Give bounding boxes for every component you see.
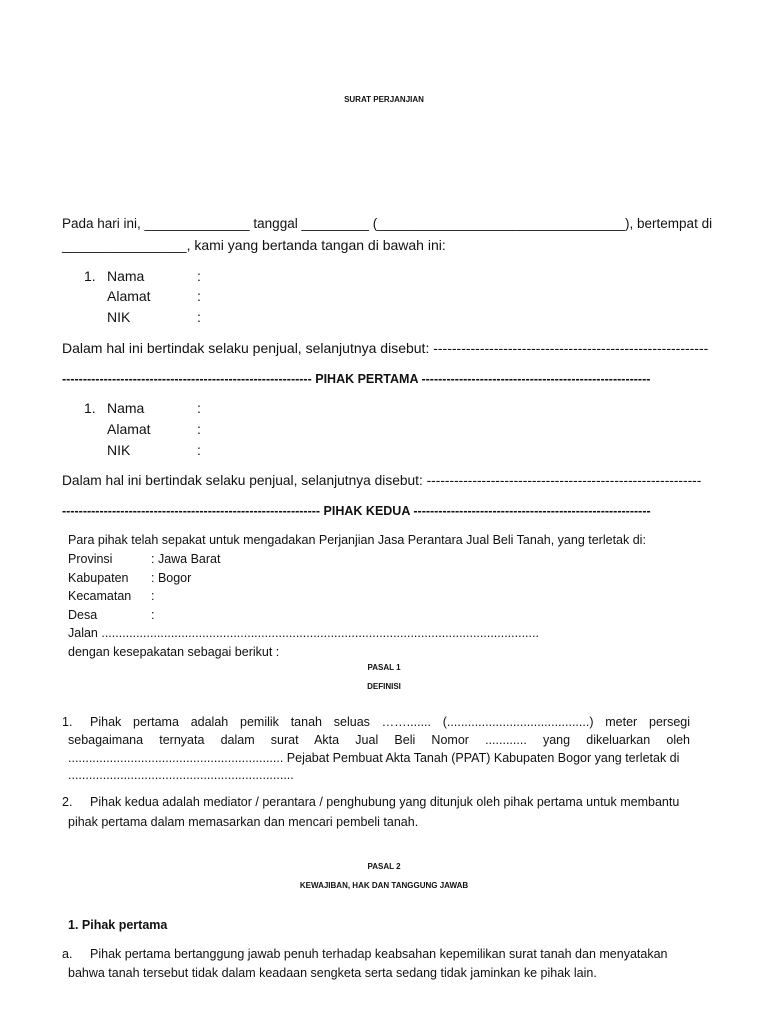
party2-address-colon: : bbox=[197, 421, 201, 437]
party2-name-label: Nama bbox=[107, 400, 145, 416]
district-value: : bbox=[151, 589, 155, 603]
party1-name-colon: : bbox=[197, 268, 201, 284]
pasal2-item-a-letter: a. bbox=[62, 947, 73, 961]
pasal2-item-a-line1: Pihak pertama bertanggung jawab penuh terhadap keabsahan kepemilikan surat tanah dan menyatakan bbox=[90, 947, 668, 961]
pasal2-heading: PASAL 2 bbox=[367, 862, 401, 871]
agreement-closing: dengan kesepakatan sebagai berikut : bbox=[68, 645, 280, 659]
party2-nik-colon: : bbox=[197, 442, 201, 458]
party2-list-number: 1. bbox=[84, 400, 96, 416]
province-label: Provinsi bbox=[68, 552, 113, 566]
pasal2-item-a-line2: bahwa tanah tersebut tidak dalam keadaan sengketa serta sedang tidak jaminkan ke pihak lain. bbox=[68, 966, 597, 980]
pasal1-heading: PASAL 1 bbox=[367, 663, 401, 672]
regency-label: Kabupaten bbox=[68, 571, 129, 585]
party2-statement: Dalam hal ini bertindak selaku penjual, selanjutnya disebut: ------------------------------------------------------------ bbox=[62, 473, 702, 488]
location-intro: Para pihak telah sepakat untuk mengadakan Perjanjian Jasa Perantara Jual Beli Tanah, yang terletak di: bbox=[68, 533, 646, 547]
intro-line-2: ________________, kami yang bertanda tangan di bawah ini: bbox=[62, 237, 446, 253]
pasal1-item2-number: 2. bbox=[62, 795, 73, 809]
party1-nik-label: NIK bbox=[107, 309, 131, 325]
pasal1-item1-line4: ................................................................. bbox=[68, 768, 294, 782]
party2-address-label: Alamat bbox=[107, 421, 151, 437]
party2-name-colon: : bbox=[197, 400, 201, 416]
intro-line-1: Pada hari ini, ______________ tanggal _________ (_________________________________), bertempat di bbox=[62, 216, 713, 231]
party1-list-number: 1. bbox=[84, 268, 96, 284]
village-value: : bbox=[151, 608, 155, 622]
pasal1-item2-line1: Pihak kedua adalah mediator / perantara / penghubung yang ditunjuk oleh pihak pertama untuk membantu bbox=[90, 795, 680, 809]
party1-statement: Dalam hal ini bertindak selaku penjual, selanjutnya disebut: ----------------------------------------------------------- bbox=[62, 340, 709, 356]
document-title: SURAT PERJANJIAN bbox=[344, 95, 424, 104]
street-line: Jalan .............................................................................................................................. bbox=[68, 626, 539, 640]
pasal1-item1-line1: Pihak pertama adalah pemilik tanah seluas ……....... (.........................................) meter persegi bbox=[90, 715, 690, 729]
pasal1-subheading: DEFINISI bbox=[367, 682, 401, 691]
party1-address-colon: : bbox=[197, 288, 201, 304]
party1-divider: ------------------------------------------------------------ PIHAK PERTAMA ------------------------------------------------------- bbox=[62, 372, 651, 386]
pasal1-item2-line2: pihak pertama dalam memasarkan dan mencari pembeli tanah. bbox=[68, 815, 419, 829]
regency-value: : Bogor bbox=[151, 571, 192, 585]
party1-address-label: Alamat bbox=[107, 288, 151, 304]
pasal1-item1-line3: .............................................................. Pejabat Pembuat Akta Tanah (PPAT) Kabupaten Bogor yang terletak di bbox=[68, 751, 680, 765]
pasal1-item1-number: 1. bbox=[62, 715, 73, 729]
village-label: Desa bbox=[68, 608, 98, 622]
district-label: Kecamatan bbox=[68, 589, 132, 603]
party1-nik-colon: : bbox=[197, 309, 201, 325]
party1-name-label: Nama bbox=[107, 268, 145, 284]
party2-divider: -------------------------------------------------------------- PIHAK KEDUA --------------------------------------------------------- bbox=[62, 504, 651, 518]
party2-nik-label: NIK bbox=[107, 442, 131, 458]
province-value: : Jawa Barat bbox=[151, 552, 221, 566]
pasal2-section-1-title: 1. Pihak pertama bbox=[68, 918, 168, 932]
pasal1-item1-line2: sebagaimana ternyata dalam surat Akta Jual Beli Nomor ............ yang dikeluarkan oleh bbox=[68, 733, 690, 747]
pasal2-subheading: KEWAJIBAN, HAK DAN TANGGUNG JAWAB bbox=[299, 881, 469, 890]
